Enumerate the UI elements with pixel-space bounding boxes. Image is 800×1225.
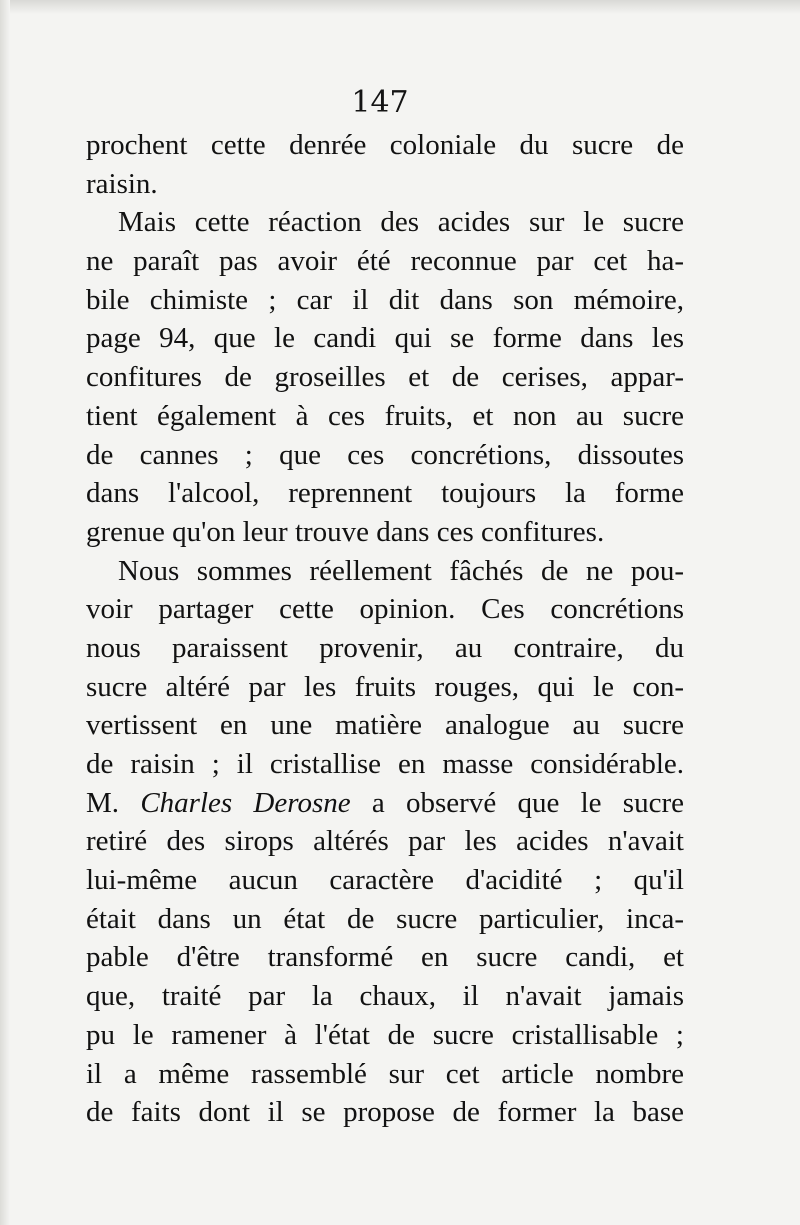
text-line: sucre altéré par les fruits rouges, qui le con-	[86, 670, 684, 703]
text-line: Nous sommes réellement fâchés de ne pou-	[118, 554, 684, 587]
text-line: nous paraissent provenir, au contraire, du	[86, 631, 684, 664]
text-line: retiré des sirops altérés par les acides n'avait	[86, 825, 684, 858]
text-line: que, traité par la chaux, il n'avait jamais	[86, 980, 684, 1013]
text-line: grenue qu'on leur trouve dans ces confitures.	[86, 515, 605, 548]
text-line: de cannes ; que ces concrétions, dissoutes	[86, 438, 684, 471]
text-line: lui-même aucun caractère d'acidité ; qu'il	[86, 864, 684, 897]
text-line: ne paraît pas avoir été reconnue par cet ha-	[86, 245, 684, 278]
italic-name: Charles Derosne	[140, 786, 351, 819]
text-line: prochent cette denrée coloniale du sucre de	[86, 129, 684, 161]
text-line: Mais cette réaction des acides sur le sucre	[118, 206, 684, 239]
text-line: pu le ramener à l'état de sucre cristallisable ;	[86, 1018, 684, 1051]
text-line: bile chimiste ; car il dit dans son mémoire,	[86, 283, 684, 316]
text-line: de faits dont il se propose de former la base	[86, 1096, 684, 1129]
page-edge-left	[0, 0, 10, 1225]
text-line: pable d'être transformé en sucre candi, et	[86, 941, 684, 974]
text-line: tient également à ces fruits, et non au sucre	[86, 399, 684, 432]
body-text	[86, 126, 684, 1132]
text-line: raisin.	[86, 167, 158, 200]
text-line: était dans un état de sucre particulier, inca-	[86, 902, 684, 935]
text-line: dans l'alcool, reprennent toujours la forme	[86, 477, 684, 510]
text-line: confitures de groseilles et de cerises, appar-	[86, 361, 684, 394]
page-number: 147	[351, 85, 409, 120]
page-edge-top	[0, 0, 800, 14]
text-line: de raisin ; il cristallise en masse considérable.	[86, 748, 684, 780]
text-line: page 94, que le candi qui se forme dans les	[86, 322, 684, 355]
text-line: M. Charles Derosne a observé que le sucre	[86, 786, 684, 819]
text-line: voir partager cette opinion. Ces concrétions	[86, 593, 684, 626]
text-line: vertissent en une matière analogue au sucre	[86, 709, 684, 742]
text-line: il a même rassemblé sur cet article nombre	[86, 1057, 684, 1090]
